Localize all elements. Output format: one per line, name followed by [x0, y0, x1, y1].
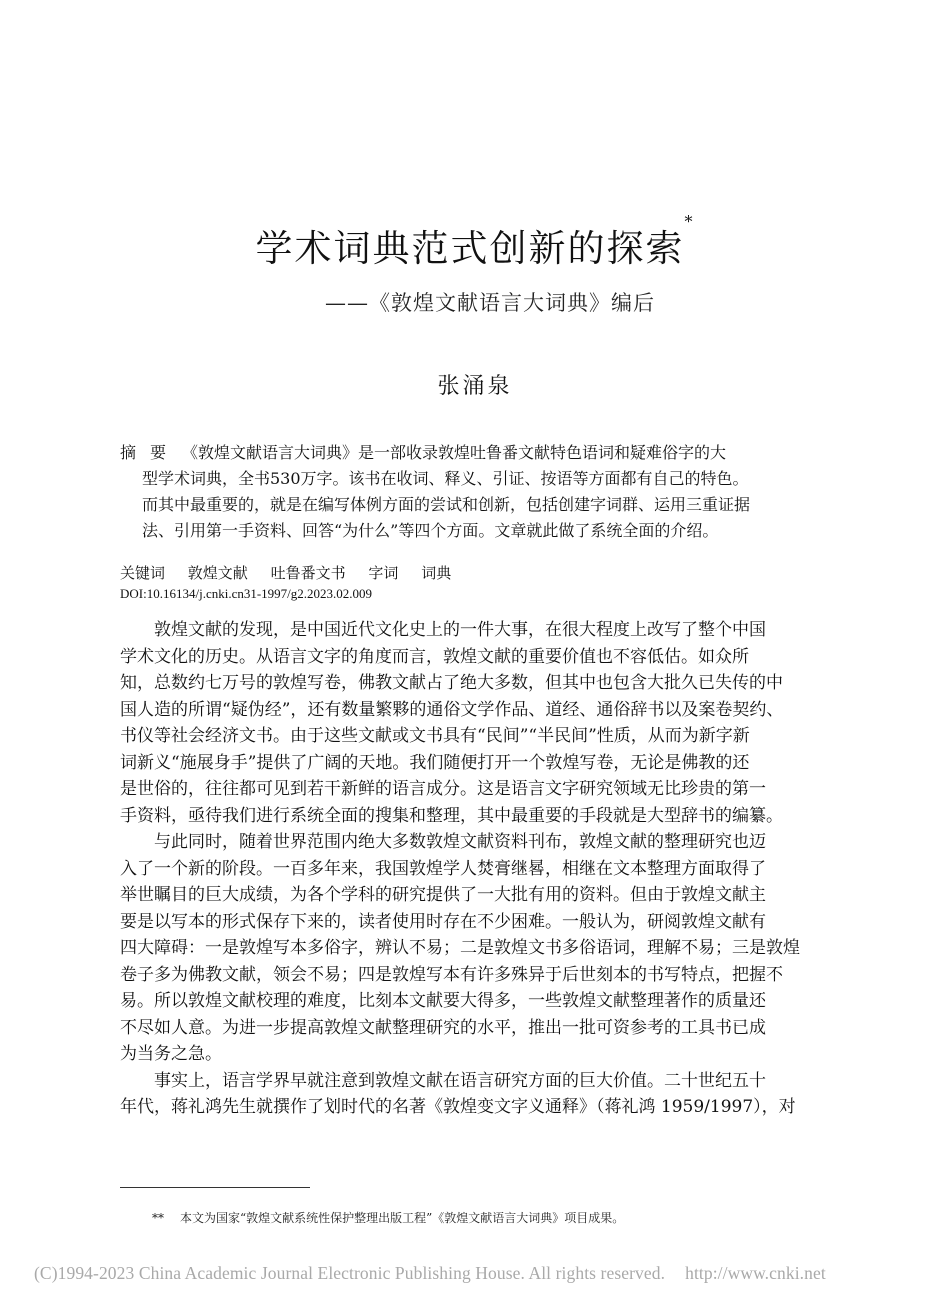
abstract-line: 而其中最重要的，就是在编写体例方面的尝试和创新，包括创建字词群、运用三重证据: [142, 495, 751, 514]
paragraph-line: 入了一个新的阶段。一百多年来，我国敦煌学人焚膏继晷，相继在文本整理方面取得了: [120, 858, 766, 879]
footnote-mark: **: [152, 1211, 164, 1225]
abstract-text: 《敦煌文献语言大词典》是一部收录敦煌吐鲁番文献特色语词和疑难俗字的大: [182, 443, 727, 462]
paragraph-line: 举世瞩目的巨大成绩，为各个学科的研究提供了一大批有用的资料。但由于敦煌文献主: [120, 885, 766, 905]
paragraph-line: 学术文化的历史。从语言文字的角度而言，敦煌文献的重要价值也不容低估。如众所: [120, 646, 749, 667]
keywords: [120, 562, 832, 583]
abstract-line: [120, 440, 832, 466]
abstract-line: 型学术词典，全书530万字。该书在收词、释义、引证、按语等方面都有自己的特色。: [142, 469, 749, 488]
keyword: 词典: [421, 564, 452, 582]
keyword: 吐鲁番文书: [270, 564, 346, 582]
paragraph-line: 要是以写本的形式保存下来的，读者使用时存在不少困难。一般认为，研阅敦煌文献有: [120, 911, 766, 932]
paragraph-line: 事实上，语言学界早就注意到敦煌文献在语言研究方面的巨大价值。二十世纪五十: [154, 1070, 766, 1091]
paper-title: [0, 212, 950, 272]
body-text: [120, 617, 832, 1121]
paragraph-line: 国人造的所谓“疑伪经”，还有数量繁夥的通俗文学作品、道经、通俗辞书以及案卷契约、: [120, 699, 784, 720]
copyright-text: (C)1994-2023 China Academic Journal Electronic Publishing House. All rights reserved.: [34, 1263, 666, 1283]
copyright-url: http://www.cnki.net: [685, 1263, 826, 1283]
paragraph-line: 为当务之急。: [120, 1044, 222, 1064]
author-name: 张涌泉: [437, 374, 513, 399]
paragraph-line: 手资料，亟待我们进行系统全面的搜集和整理，其中最重要的手段就是大型辞书的编纂。: [120, 805, 783, 826]
paragraph-line: 卷子多为佛教文献，领会不易；四是敦煌写本有许多殊异于后世刻本的书写特点，把握不: [120, 964, 783, 985]
paragraph-line: 书仪等社会经济文书。由于这些文献或文书具有“民间”“半民间”性质，从而为新字新: [120, 726, 750, 746]
copyright-watermark: [34, 1263, 914, 1284]
keyword: 字词: [368, 564, 399, 582]
footnote: [152, 1209, 624, 1226]
title-footnote-mark: *: [684, 212, 695, 231]
abstract-line: 法、引用第一手资料、回答“为什么”等四个方面。文章就此做了系统全面的介绍。: [142, 521, 719, 540]
paper-subtitle: ——《敦煌文献语言大词典》编后: [325, 291, 655, 315]
paper-title-text: 学术词典范式创新的探索: [255, 227, 685, 270]
paragraph-line: 不尽如人意。为进一步提高敦煌文献整理研究的水平，推出一批可资参考的工具书已成: [120, 1017, 766, 1038]
abstract-label: 摘要: [120, 443, 181, 462]
paragraph-line: 四大障碍：一是敦煌写本多俗字，辨认不易；二是敦煌文书多俗语词，理解不易；三是敦煌: [120, 938, 800, 958]
paragraph-line: 是世俗的，往往都可见到若干新鲜的语言成分。这是语言文字研究领域无比珍贵的第一: [120, 779, 766, 799]
abstract: [120, 440, 832, 544]
keywords-label: 关键词: [120, 564, 166, 582]
paragraph-line: 知，总数约七万号的敦煌写卷，佛教文献占了绝大多数，但其中也包含大批久已失传的中: [120, 673, 783, 693]
keyword: 敦煌文献: [187, 564, 248, 582]
paragraph-line: 与此同时，随着世界范围内绝大多数敦煌文献资料刊布，敦煌文献的整理研究也迈: [154, 832, 766, 852]
paragraph-line: 敦煌文献的发现，是中国近代文化史上的一件大事，在很大程度上改写了整个中国: [154, 620, 766, 640]
paragraph-line: 易。所以敦煌文献校理的难度，比刻本文献要大得多，一些敦煌文献整理著作的质量还: [120, 991, 766, 1011]
paragraph-line: 年代，蒋礼鸿先生就撰作了划时代的名著《敦煌变文字义通释》（蒋礼鸿 1959/1997），对: [120, 1097, 796, 1117]
footnote-text: 本文为国家“敦煌文献系统性保护整理出版工程”《敦煌文献语言大词典》项目成果。: [180, 1211, 625, 1225]
footnote-divider: [120, 1187, 310, 1188]
paragraph-line: 词新义“施展身手”提供了广阔的天地。我们随便打开一个敦煌写卷，无论是佛教的还: [120, 752, 750, 773]
doi: DOI:10.16134/j.cnki.cn31-1997/g2.2023.02.009: [120, 586, 373, 601]
